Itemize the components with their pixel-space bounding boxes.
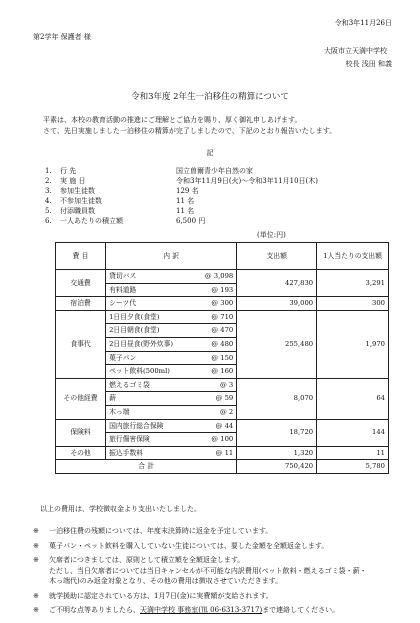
unit-price-cell: @ 100 — [193, 433, 237, 447]
item-cell: 振込手数料 — [106, 446, 193, 460]
category-cell: 交通費 — [56, 270, 106, 297]
header-breakdown: 内 訳 — [106, 243, 237, 270]
item-cell: 燃えるゴミ袋 — [106, 378, 193, 392]
category-cell: 食事代 — [56, 310, 106, 378]
unit-price-cell: @ 470 — [193, 324, 237, 338]
note-text-post: まで連絡してください。 — [262, 606, 340, 614]
unit-price-cell: @ 11 — [193, 446, 237, 460]
intro-line-2: さて、先日実施しました一泊移住の精算が完了しましたので、下記のとおり報告いたします。 — [43, 127, 337, 135]
school-name: 大阪市立天満中学校 — [324, 47, 387, 55]
unit-price-cell: @ 44 — [193, 419, 237, 433]
table-row — [56, 378, 389, 392]
note-mark: ※ — [33, 591, 39, 600]
contact-office: 天満中学校 事務室(℡ 06-6313-3717) — [140, 606, 263, 614]
unit-label: (単位:円) — [257, 231, 286, 239]
info-value: 129 名 — [176, 187, 199, 195]
unit-price-cell: @ 160 — [193, 365, 237, 379]
note-text — [49, 606, 339, 615]
info-label: 一人あたりの積立額 — [60, 217, 123, 225]
category-cell: その他経費 — [56, 378, 106, 419]
info-number: 2. — [45, 177, 52, 185]
addressee: 第2学年 保護者 様 — [33, 33, 91, 41]
header-category: 費 目 — [56, 243, 106, 270]
per-person-cell: 64 — [317, 378, 389, 419]
table-row — [56, 419, 389, 433]
ki-label: 記 — [206, 149, 214, 157]
category-cell: 保険料 — [56, 419, 106, 446]
item-cell: 2日目朝食(食堂) — [106, 324, 193, 338]
note-text: 欠席者につきましては、原則として積立額を全額返金します。 — [49, 556, 245, 564]
item-cell: ペット飲料(500ml) — [106, 365, 193, 379]
unit-price-cell: @ 59 — [193, 392, 237, 406]
sum-row — [56, 460, 389, 474]
note-text: 一泊移住費の残額については、年度末決算時に返金を予定しています。 — [49, 527, 273, 535]
table-row — [56, 297, 389, 311]
info-number: 1. — [45, 167, 52, 175]
sum-per-person: 5,780 — [317, 460, 389, 474]
sum-total: 750,420 — [237, 460, 317, 474]
info-number: 4. — [45, 197, 52, 205]
header-total: 支出額 — [237, 243, 317, 270]
unit-price-cell: @ 150 — [193, 351, 237, 365]
total-cell: 427,830 — [237, 270, 317, 297]
per-person-cell: 1,970 — [317, 310, 389, 378]
info-value: 令和3年11月9日(火)～令和3年11月10日(木) — [176, 177, 319, 185]
info-label: 付添職員数 — [60, 207, 95, 215]
item-cell: 有料道路 — [106, 283, 193, 297]
unit-price-cell: @ 300 — [193, 297, 237, 311]
note-mark: ※ — [33, 541, 39, 550]
item-cell: シーツ代 — [106, 297, 193, 311]
total-cell: 18,720 — [237, 419, 317, 446]
per-person-cell: 300 — [317, 297, 389, 311]
item-cell: 1日目夕食(食堂) — [106, 310, 193, 324]
item-cell: 貸切バス — [106, 270, 193, 284]
table-header-row — [56, 243, 389, 270]
info-number: 5. — [45, 207, 52, 215]
info-label: 行 先 — [60, 167, 77, 175]
total-cell: 39,000 — [237, 297, 317, 311]
item-cell: 薪 — [106, 392, 193, 406]
info-value: 国立曽爾青少年自然の家 — [176, 167, 253, 175]
table-row — [56, 310, 389, 324]
total-cell: 1,320 — [237, 446, 317, 460]
total-cell: 8,070 — [237, 378, 317, 419]
note-text: 菓子パン・ペット飲料を購入していない生徒については、要した金額を全額返金します。 — [49, 541, 329, 550]
item-cell: 国内旅行総合保険 — [106, 419, 193, 433]
per-person-cell: 144 — [317, 419, 389, 446]
note-text: 就学援助に認定されている方は、1月7日(金)に実費額が支給されます。 — [49, 591, 273, 600]
settlement-table — [55, 242, 389, 474]
unit-price-cell: @ 2 — [193, 405, 237, 419]
document-date: 令和3年11月26日 — [334, 19, 392, 27]
per-person-cell: 3,291 — [317, 270, 389, 297]
page-title: 令和3年度 2年生一泊移住の精算について — [131, 92, 289, 102]
note-text: 木っ端代)のみ返金対象となり、その他の費用は徴収させていただきます。 — [49, 577, 283, 585]
total-cell: 255,480 — [237, 310, 317, 378]
table-row — [56, 446, 389, 460]
category-cell: 宿泊費 — [56, 297, 106, 311]
item-cell: 2日目昼食(野外炊事) — [106, 337, 193, 351]
note-mark: ※ — [33, 556, 39, 564]
intro-line-1: 平素は、本校の教育活動の推進にご理解とご協力を賜り、厚く御礼申しあげます。 — [43, 116, 302, 124]
unit-price-cell: @ 3,098 — [193, 270, 237, 284]
unit-price-cell: @ 710 — [193, 310, 237, 324]
info-number: 3. — [45, 187, 52, 195]
info-label: 実 施 日 — [60, 177, 86, 185]
principal-name: 校長 浅田 和義 — [345, 60, 392, 68]
info-label: 不参加生徒数 — [60, 197, 102, 205]
item-cell: 菓子パン — [106, 351, 193, 365]
unit-price-cell: @ 480 — [193, 337, 237, 351]
item-cell: 木っ端 — [106, 405, 193, 419]
info-value: 11 名 — [176, 207, 195, 215]
table-row — [56, 270, 389, 284]
note-mark: ※ — [33, 606, 39, 614]
note-text: ただし、当日欠席者については当日キャンセルが不可能な内訳費用(ペット飲料・燃えるゴミ袋・薪・ — [49, 566, 367, 575]
info-label: 参加生徒数 — [60, 187, 95, 195]
info-value: 11 名 — [176, 197, 195, 205]
item-cell: 旅行傷害保険 — [106, 433, 193, 447]
per-person-cell: 11 — [317, 446, 389, 460]
info-number: 6. — [45, 217, 52, 225]
category-cell: その他 — [56, 446, 106, 460]
info-value: 6,500 円 — [176, 217, 206, 225]
note-mark: ※ — [33, 527, 39, 535]
unit-price-cell: @ 193 — [193, 283, 237, 297]
sum-label: 合 計 — [56, 460, 237, 474]
after-table-text: 以上の費用は、学校徴収金より支出いたしました。 — [40, 505, 201, 513]
header-per-person: 1人当たりの支出額 — [317, 243, 389, 270]
note-text-pre: ご不明な点等ありましたら、 — [49, 606, 140, 614]
unit-price-cell: @ 3 — [193, 378, 237, 392]
